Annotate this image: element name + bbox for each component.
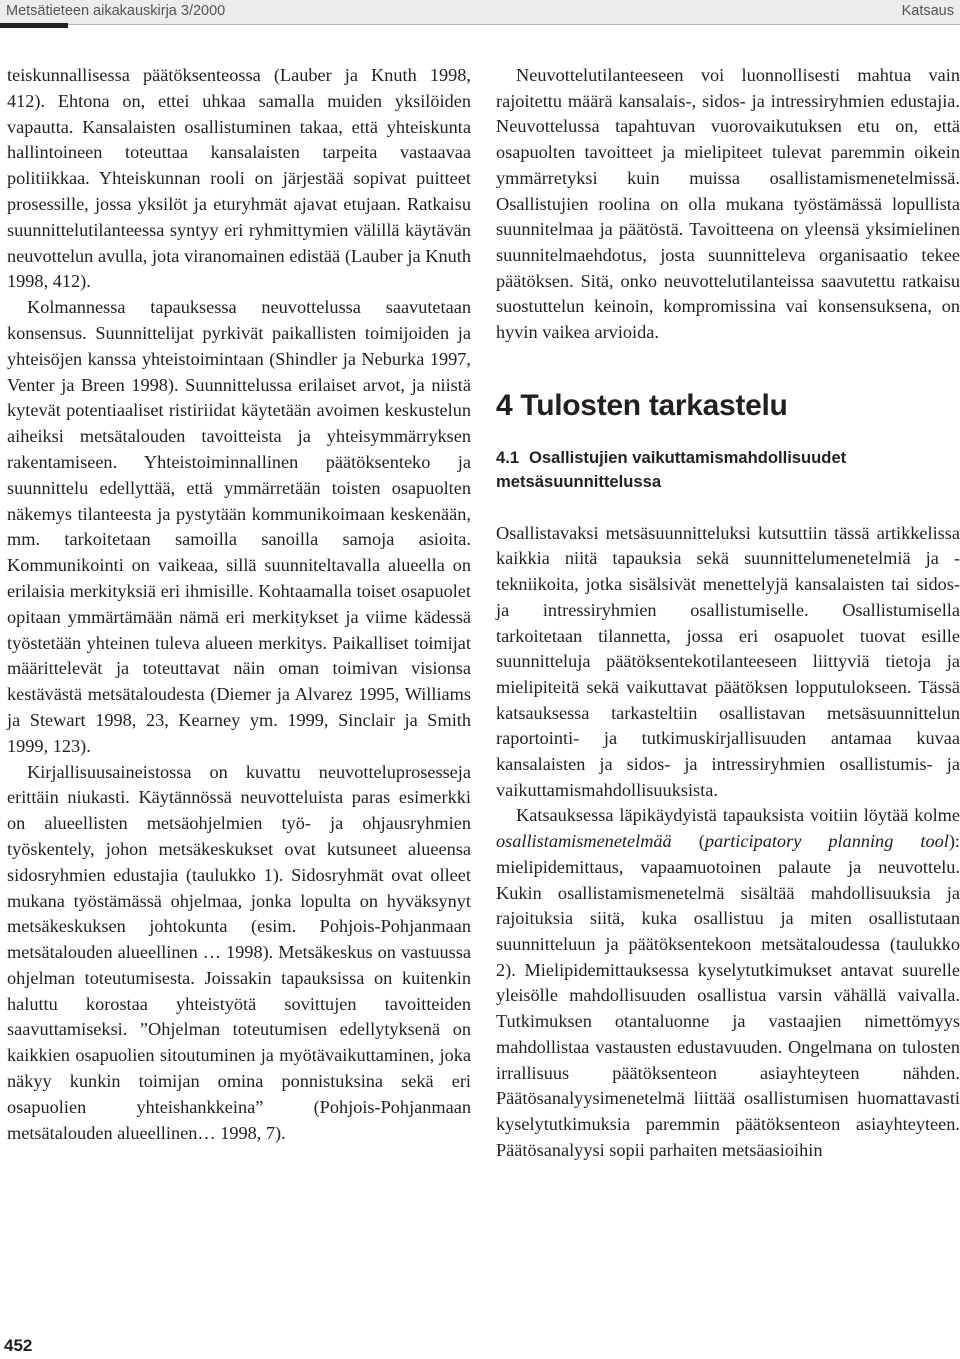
page-number: 452 [4,1336,33,1355]
right-column [496,63,960,1163]
left-column [7,63,471,1146]
right-body [496,521,960,1164]
header-rule [0,24,960,25]
right-body-paragraph-1: Osallistavaksi metsäsuunnitteluksi kutsuttiin tässä artikkelissa kaikkia niitä tapauksia sekä suunnittelumenetelmiä ja -tekniikoita, jotka sisälsivät menettelyjä kansalaisten tai sidos- ja intressiryhmien osallistumiselle. Osallistumisella tarkoitetaan tilannetta, jossa eri osapuolet tuovat esille suunnitteluja päätöksentekotilanteeseen liittyviä tietoja ja mielipiteitä sekä vaikuttavat päätöksen lopputulokseen. Tässä katsauksessa tarkasteltiin osallistavan metsäsuunnittelun raportointi- ja tutkimuskirjallisuuden antamaa kuvaa kansalaisten ja sidos- ja intressiryhmien osallistumis- ja vaikuttamismahdollisuuksista. [496,522,960,800]
left-paragraph-3: Kirjallisuusaineistossa on kuvattu neuvotteluprosesseja erittäin niukasti. Käytännössä neuvotteluista paras esimerkki on alueellisten metsäohjelmien työ- ja ohjausryhmien työskentely, johon metsäkeskukset ovat kutsuneet alueensa sidosryhmien edustajia (taulukko 1). Sidosryhmät ovat olleet mukana työstämässä ohjelmaa, jonka lopulta on hyväksynyt metsäkeskuksen johtokunta (esim. Pohjois-Pohjanmaan metsätalouden alueellinen … 1998). Metsäkeskus on vastuussa ohjelman toteutumisesta. Joissakin tapauksissa on kuitenkin haluttu korostaa yhteistyötä sovittujen tavoitteiden saavuttamiseksi. ”Ohjelman toteutumisen edellytyksenä on kaikkien osapuolien sitoutuminen ja myötävaikuttaminen, joka näkyy kunkin toimijan omina ponnistuksina sekä eri osapuolien yhteishankkeina” (Pohjois-Pohjanmaan metsätalouden alueellinen… 1998, 7). [7,761,471,1143]
section-label: Katsaus [901,3,954,19]
section-heading: 4 Tulosten tarkastelu [496,388,788,422]
left-paragraph-1: teiskunnallisessa päätöksenteossa (Lauber ja Knuth 1998, 412). Ehtona on, ettei uhkaa samalla muiden yksilöiden vapautta. Kansalaisten osallistuminen takaa, että yhteiskunta hallintoineen toteuttaa kansalaisten tarpeita vastaavaa politiikkaa. Yhteiskunnan rooli on järjestää sopivat puitteet prosessille, jossa yksilöt ja eturyhmät ajavat etujaan. Ratkaisu suunnittelutilanteessa syntyy eri ryhmittymien välillä käytävän neuvottelun avulla, jota viranomainen edistää (Lauber ja Knuth 1998, 412). [7,65,471,292]
running-header [0,0,960,24]
paragraph-2-mid: ( [671,831,705,852]
header-tab-marker [0,23,68,28]
paragraph-2-start: Katsauksessa läpikäydyistä tapauksista voitiin löytää kolme [516,805,960,826]
paragraph-2-italic-term: osallistamismenetelmää [496,831,672,852]
right-intro-paragraph: Neuvottelutilanteeseen voi luonnollisesti mahtua vain rajoitettu määrä kansalais-, sidos- ja intressiryhmien edustajia. Neuvottelussa tapahtuvan vuorovaikutuksen etu on, että osapuolten tavoitteet ja mielipiteet tulevat paremmin oikein ymmärretyksi kuin muissa osallistamismenetelmissä. Osallistujien roolina on olla mukana työstämässä lopullista suunnitelmaa ja päätöstä. Tavoitteena on yleensä yksimielinen suunnitelmaehdotus, josta suunnitteleva organisaatio tekee päätöksen. Sitä, onko neuvottelutilanteissa saavutettu ratkaisu suostuttelun keinoin, kompromissina vai konsensuksena, on hyvin vaikea arvioida. [496,65,960,343]
subsection-number: 4.1 [496,447,520,467]
paragraph-2-end: ): mielipidemittaus, vapaamuotoinen palaute ja neuvottelu. Kukin osallistamismenetelmä sisältää mahdollisuuksia ja rajoituksia siitä, kuka osallistuu ja miten osallistutaan suunnitteluun ja päätöksentekoon metsätaloudessa (taulukko 2). Mielipidemittauksessa kyselytutkimukset antavat suurelle yleisölle mahdollisuuden osallistua varsin vähällä vaivalla. Tutkimuksen otantaluonne ja vastaajien nimettömyys mahdollistaa vastausten edustavuuden. Ongelmana on tulosten irrallisuus päätöksenteon asiayhteyteen nähden. Päätösanalyysimenetelmä liittää osallistumisen huomattavasti kyselytutkimuksia paremmin päätöksenteon asiayhteyteen. Päätösanalyysi sopii parhaiten metsäasioihin [496,831,960,1160]
right-body-paragraph-2 [496,803,960,1163]
paragraph-2-italic-english: participatory planning tool [704,831,949,852]
subsection-heading [496,446,960,494]
journal-title: Metsätieteen aikakauskirja 3/2000 [6,3,226,19]
subsection-title: Osallistujien vaikuttamismahdollisuudet metsäsuunnittelussa [496,447,847,491]
left-paragraph-2: Kolmannessa tapauksessa neuvottelussa saavutetaan konsensus. Suunnittelijat pyrkivät paikallisten toimijoiden ja yhteisöjen kanssa yhteistoimintaan (Shindler ja Neburka 1997, Venter ja Breen 1998). Suunnittelussa erilaiset arvot, ja niistä kytevät potentiaaliset ristiriidat käytetään avoimen keskustelun aiheiksi metsätalouden tavoitteista ja yhteisymmärryksen rakentamiseen. Yhteistoiminnallinen päätöksenteko ja suunnittelu edellyttää, että ymmärretään toisten osapuolten näkemys tilanteesta ja pystytään kommunikoimaan keskenään, mm. tarkoitetaan samoilla sanoilla samoja asioita. Kommunikointi on vaikeaa, sillä suunniteltavalla alueella on erilaisia merkityksiä eri ihmisille. Kohtaamalla toiset osapuolet opitaan ymmärtämään nämä eri merkitykset ja viime kädessä työstetään yhteinen tuleva alueen merkitys. Paikalliset toimijat määrittelevät ja toteuttavat näin oman toimivan visionsa kestävästä metsätaloudesta (Diemer ja Alvarez 1995, Williams ja Stewart 1998, 23, Kearney ym. 1999, Sinclair ja Smith 1999, 123). [7,297,471,756]
